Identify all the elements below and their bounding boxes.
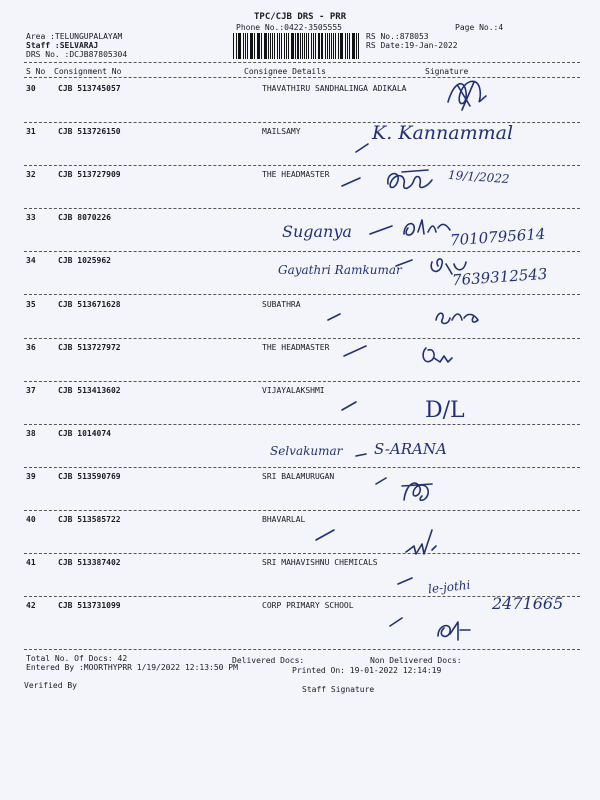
row-serial-number: 35 [26,300,36,309]
delivered-docs: Delivered Docs: [232,656,305,665]
col-header-sno: S No [26,67,46,76]
consignment-number: CJB 513731099 [58,601,121,610]
consignee-name: BHAVARLAL [262,515,306,524]
consignment-number: CJB 1025962 [58,256,111,265]
row-serial-number: 37 [26,386,36,395]
handwritten-receiver-name: K. Kannammal [372,122,514,144]
consignment-number: CJB 513671628 [58,300,121,309]
col-header-consignee: Consignee Details [244,67,326,76]
area-field: Area :TELUNGUPALAYAM [26,32,123,41]
handwritten-dl-mark: D/L [425,398,465,423]
handwritten-receiver-name: Selvakumar [270,444,343,458]
consignee-name: MAILSAMY [262,127,301,136]
divider [24,649,580,650]
row-serial-number: 42 [26,601,36,610]
page-number: Page No.:4 [455,23,504,32]
handwritten-date: 19/1/2022 [447,167,510,187]
handwritten-phone: 7639312543 [451,264,548,290]
row-serial-number: 41 [26,558,36,567]
consignment-number: CJB 1014074 [58,429,111,438]
document-title: TPC/CJB DRS - PRR [254,12,347,22]
consignee-name: CORP PRIMARY SCHOOL [262,601,354,610]
staff-field: Staff :SELVARAJ [26,41,99,50]
consignee-name: VIJAYALAKSHMI [262,386,325,395]
row-serial-number: 40 [26,515,36,524]
printed-on: Printed On: 19-01-2022 12:14:19 [292,666,442,675]
row-serial-number: 34 [26,256,36,265]
drs-number: DRS No. :DCJB87805304 [26,50,128,59]
verified-by: Verified By [24,681,77,690]
staff-signature: Staff Signature [302,685,375,694]
entered-by: Entered By :MOORTHYPRR 1/19/2022 12:13:50 PM [26,663,238,672]
consignment-number: CJB 513387402 [58,558,121,567]
handwritten-phone: 2471665 [492,594,564,613]
row-serial-number: 36 [26,343,36,352]
consignment-number: CJB 513745057 [58,84,121,93]
rs-number: RS No.:878053 [366,32,429,41]
row-serial-number: 30 [26,84,36,93]
consignment-number: CJB 8070226 [58,213,111,222]
row-serial-number: 32 [26,170,36,179]
row-serial-number: 39 [26,472,36,481]
row-serial-number: 38 [26,429,36,438]
handwritten-receiver-name: Gayathri Ramkumar [278,263,402,277]
phone-number: Phone No.:0422-3505555 [236,23,342,32]
consignee-name: SRI MAHAVISHNU CHEMICALS [262,558,378,567]
rs-date: RS Date:19-Jan-2022 [366,41,458,50]
col-header-consignment: Consignment No [54,67,122,76]
row-serial-number: 31 [26,127,36,136]
consignment-number: CJB 513590769 [58,472,121,481]
consignee-name: SUBATHRA [262,300,301,309]
consignment-number: CJB 513726150 [58,127,121,136]
consignee-name: THE HEADMASTER [262,343,330,352]
consignment-number: CJB 513413602 [58,386,121,395]
consignee-name: THAVATHIRU SANDHALINGA ADIKALA [262,84,407,93]
handwritten-phone: 7010795614 [449,224,546,250]
consignee-name: THE HEADMASTER [262,170,330,179]
row-serial-number: 33 [26,213,36,222]
non-delivered-docs: Non Delivered Docs: [370,656,462,665]
total-docs: Total No. Of Docs: 42 [26,654,128,663]
handwritten-receiver-name: Suganya [282,222,352,241]
consignment-number: CJB 513727909 [58,170,121,179]
consignee-name: SRI BALAMURUGAN [262,472,335,481]
handwritten-note: le-jothi [427,577,471,597]
consignment-number: CJB 513585722 [58,515,121,524]
handwritten-signature-text: S-ARANA [374,440,447,458]
col-header-signature: Signature [425,67,469,76]
consignment-number: CJB 513727972 [58,343,121,352]
